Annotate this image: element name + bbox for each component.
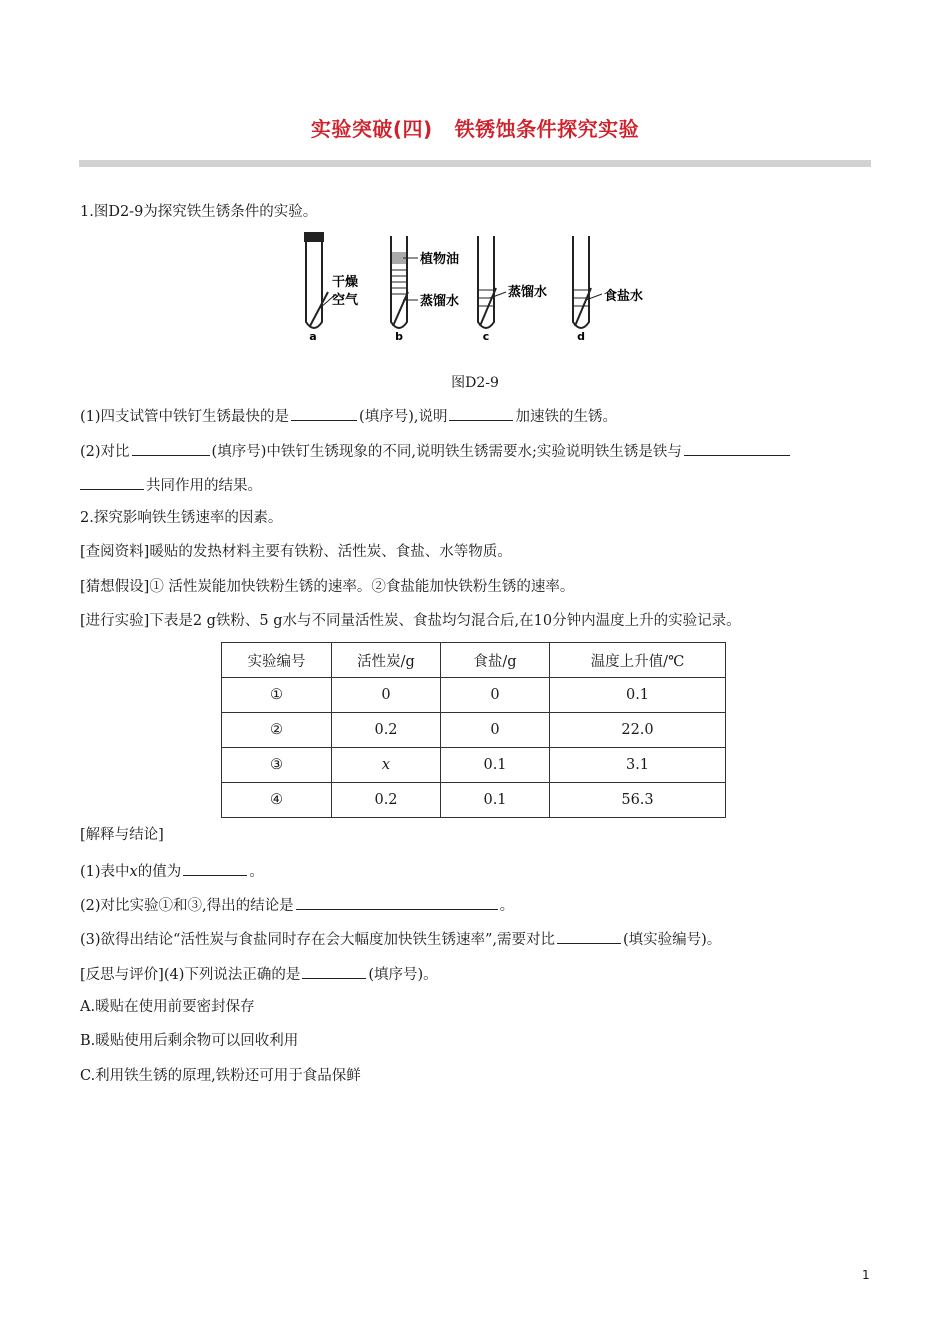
table-cell: 0.2	[332, 713, 441, 748]
page-number: 1	[862, 1268, 870, 1282]
figure-caption: 图D2-9	[451, 375, 499, 391]
title-part1: 实验突破(四)	[310, 117, 433, 141]
tube-d	[573, 236, 643, 343]
table-header: 温度上升值/℃	[550, 643, 726, 678]
table-cell: x	[332, 748, 441, 783]
answer-blank-4[interactable]	[684, 440, 790, 456]
q2-experiment: [进行实验]下表是2 g铁粉、5 g水与不同量活性炭、食盐均匀混合后,在10分钟内温度上升的实验记录。	[80, 613, 741, 629]
nail-b	[393, 292, 408, 326]
table-header: 活性炭/g	[332, 643, 441, 678]
table-cell: 0	[332, 678, 441, 713]
answer-blank-9[interactable]	[302, 963, 366, 979]
q2-sub4: [反思与评价](4)下列说法正确的是 (填序号)。	[80, 963, 438, 985]
q2-sub1: (1)表中x的值为 。	[80, 860, 264, 882]
label-water-c: 蒸馏水	[508, 285, 548, 300]
table-cell: ④	[222, 783, 332, 818]
title-divider	[79, 160, 871, 167]
table-row	[222, 678, 726, 713]
table-row	[222, 748, 726, 783]
table-cell: 56.3	[550, 783, 726, 818]
label-dry-air-1: 干燥	[332, 275, 359, 290]
tube-label-a: a	[309, 330, 317, 343]
experiment-table	[221, 642, 726, 818]
answer-blank-2[interactable]	[449, 405, 513, 421]
q1-part1: (1)四支试管中铁钉生锈最快的是 (填序号),说明 加速铁的生锈。	[80, 405, 617, 427]
q1-stem: 1.图D2-9为探究铁生锈条件的实验。	[80, 204, 318, 220]
tube-label-b: b	[395, 330, 403, 343]
option-a: A.暖贴在使用前要密封保存	[80, 999, 255, 1015]
nail-a	[310, 292, 328, 326]
q1-part2: (2)对比 (填序号)中铁钉生锈现象的不同,说明铁生锈需要水;实验说明铁生锈是铁与	[80, 440, 792, 462]
test-tube-figure	[290, 226, 670, 355]
title-part2: 铁锈蚀条件探究实验	[454, 117, 640, 141]
table-cell: 0	[441, 713, 550, 748]
tube-label-d: d	[577, 330, 585, 343]
option-c: C.利用铁生锈的原理,铁粉还可用于食品保鲜	[80, 1068, 361, 1084]
q2-hypothesis: [猜想假设]① 活性炭能加快铁粉生锈的速率。②食盐能加快铁粉生锈的速率。	[80, 579, 575, 595]
table-cell: 0.2	[332, 783, 441, 818]
answer-blank-7[interactable]	[296, 894, 498, 910]
q2-stem: 2.探究影响铁生锈速率的因素。	[80, 510, 283, 526]
page-title	[0, 113, 950, 142]
tube-label-c: c	[482, 330, 490, 343]
table-header: 食盐/g	[441, 643, 550, 678]
table-cell: 0.1	[550, 678, 726, 713]
table-cell: 3.1	[550, 748, 726, 783]
answer-blank-3[interactable]	[132, 440, 210, 456]
table-cell: ②	[222, 713, 332, 748]
table-header: 实验编号	[222, 643, 332, 678]
tube-b	[391, 236, 459, 343]
answer-blank-8[interactable]	[557, 928, 621, 944]
table-row	[222, 783, 726, 818]
table-cell: 0.1	[441, 748, 550, 783]
answer-blank-5[interactable]	[80, 474, 144, 490]
label-salt-water: 食盐水	[604, 289, 644, 304]
table-cell: ③	[222, 748, 332, 783]
table-cell: 0.1	[441, 783, 550, 818]
q2-sub2: (2)对比实验①和③,得出的结论是 。	[80, 894, 514, 916]
table-header-row	[222, 643, 726, 678]
tube-c	[478, 236, 547, 343]
label-oil: 植物油	[420, 252, 460, 267]
table-cell: 0	[441, 678, 550, 713]
q2-info: [查阅资料]暖贴的发热材料主要有铁粉、活性炭、食盐、水等物质。	[80, 544, 512, 560]
table-row	[222, 713, 726, 748]
test-tube-diagram	[290, 226, 670, 351]
q1-part2-cont: 共同作用的结果。	[80, 474, 262, 496]
answer-blank-1[interactable]	[291, 405, 357, 421]
table-cell: 22.0	[550, 713, 726, 748]
table-cell: ①	[222, 678, 332, 713]
option-b: B.暖贴使用后剩余物可以回收利用	[80, 1033, 299, 1049]
label-dry-air-2: 空气	[332, 293, 359, 308]
q2-conclusion-heading: [解释与结论]	[80, 827, 164, 843]
tube-a	[304, 232, 359, 343]
label-water-b: 蒸馏水	[420, 294, 460, 309]
answer-blank-6[interactable]	[183, 860, 247, 876]
q2-sub3: (3)欲得出结论“活性炭与食盐同时存在会大幅度加快铁生锈速率”,需要对比 (填实验编号)。	[80, 928, 721, 950]
